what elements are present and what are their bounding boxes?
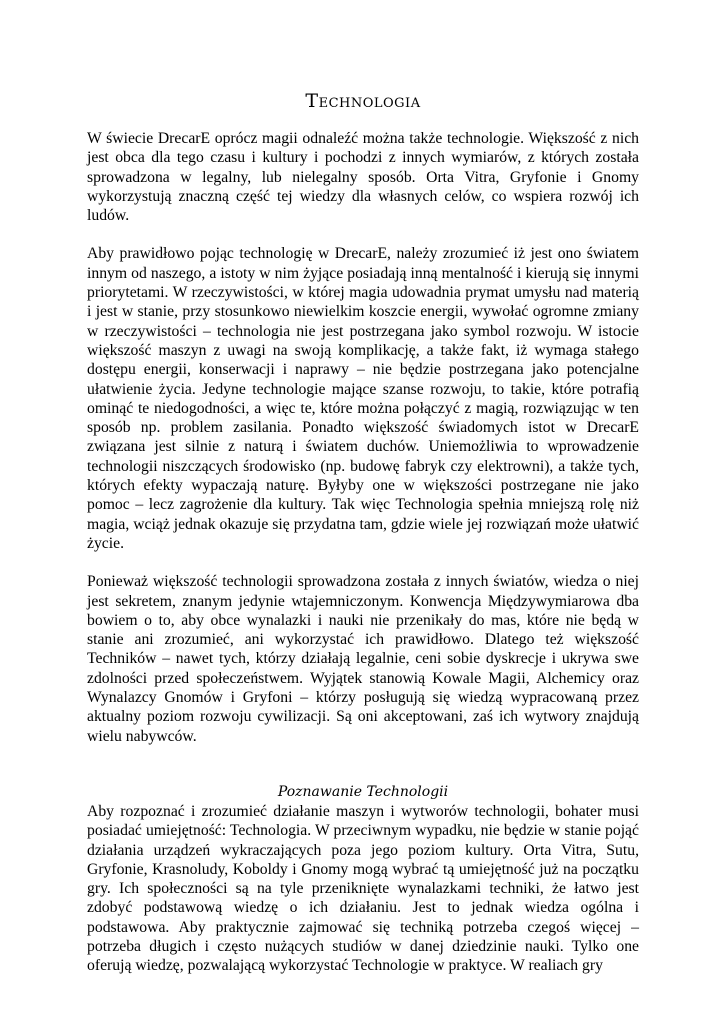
paragraph-intro: W świecie DrecarE oprócz magii odnaleźć można także technologie. Większość z nich jest obca dla tego czasu i kultury i pochodzi z innych wymiarów, z których została sprowadzona w legalny, lub nielegalny sposób. Orta Vitra, Gryfonie i Gnomy wykorzystują znaczną część tej wiedzy dla własnych celów, co wspiera rozwój ich ludów. (87, 130, 639, 225)
document-title: Technologia (305, 90, 421, 112)
paragraph-learning: Aby rozpoznać i zrozumieć działanie maszyn i wytworów technologii, bohater musi posiadać umiejętność: Technologia. W przeciwnym wypadku, nie będzie w stanie pojąć działania urządzeń wykraczających poza jego poziom kultury. Orta Vitra, Sutu, Gryfonie, Krasnoludy, Koboldy i Gnomy mogą wybrać tą umiejętność już na początku gry. Ich społeczności są na tyle przeniknięte wynalazkami techniki, że łatwo jest zdobyć podstawową wiedzę o ich działaniu. Jest to jednak wiedza ogólna i podstawowa. Aby praktycznie zajmować się techniką potrzeba czegoś więcej – potrzeba długich i często nużących studiów w danej dziedzinie nauki. Tylko one oferują wiedzę, pozwalającą wykorzystać Technologie w praktyce. W realiach gry (87, 802, 639, 975)
section-heading: Poznawanie Technologii (277, 783, 449, 800)
paragraph-secrecy: Ponieważ większość technologii sprowadzona została z innych światów, wiedza o niej jest sekretem, znanym jedynie wtajemniczonym. Konwencja Międzywymiarowa dba bowiem o to, aby obce wynalazki i nauki nie przenikały do mas, które nie będą w stanie ani zrozumieć, ani wykorzystać ich prawidłowo. Dlatego też większość Techników – nawet tych, którzy działają legalnie, ceni sobie dyskrecje i ukrywa swe zdolności przed społeczeństwem. Wyjątek stanowią Kowale Magii, Alchemicy oraz Wynalazcy Gnomów i Gryfoni – którzy posługują się wiedzą wypracowaną przez aktualny poziom rozwoju cywilizacji. Są oni akceptowani, zaś ich wytwory znajdują wielu nabywców. (87, 573, 639, 745)
paragraph-understanding: Aby prawidłowo pojąc technologię w DrecarE, należy zrozumieć iż jest ono światem innym od naszego, a istoty w nim żyjące posiadają inną mentalność i kierują się innymi priorytetami. W rzeczywistości, w której magia udowadnia prymat umysłu nad materią i jest w stanie, przy stosunkowo niewielkim koszcie energii, wywołać ogromne zmiany w rzeczywistości – technologia nie jest postrzegana jako symbol rozwoju. W istocie większość maszyn z uwagi na swoją komplikację, a także fakt, iż wymaga stałego dostępu energii, konserwacji i naprawy – nie będzie postrzegana jako potencjalne ułatwienie życia. Jedyne technologie mające szanse rozwoju, to takie, które potrafią ominąć te niedogodności, a więc te, które można połączyć z magią, rozwiązując w ten sposób np. problem zasilania. Ponadto większość świadomych istot w DrecarE związana jest silnie z naturą i światem duchów. Uniemożliwia to wprowadzenie technologii niszczących środowisko (np. budowę fabryk czy elektrowni), a także tych, których efekty wypaczają naturę. Byłyby one w większości postrzegane nie jako pomoc – lecz zagrożenie dla kultury. Tak więc Technologia spełnia mniejszą rolę niż magia, wciąż jednak okazuje się przydatna tam, gdzie wiele jej rozwiązań może ułatwić życie. (87, 245, 639, 552)
document-page (87, 0, 639, 976)
